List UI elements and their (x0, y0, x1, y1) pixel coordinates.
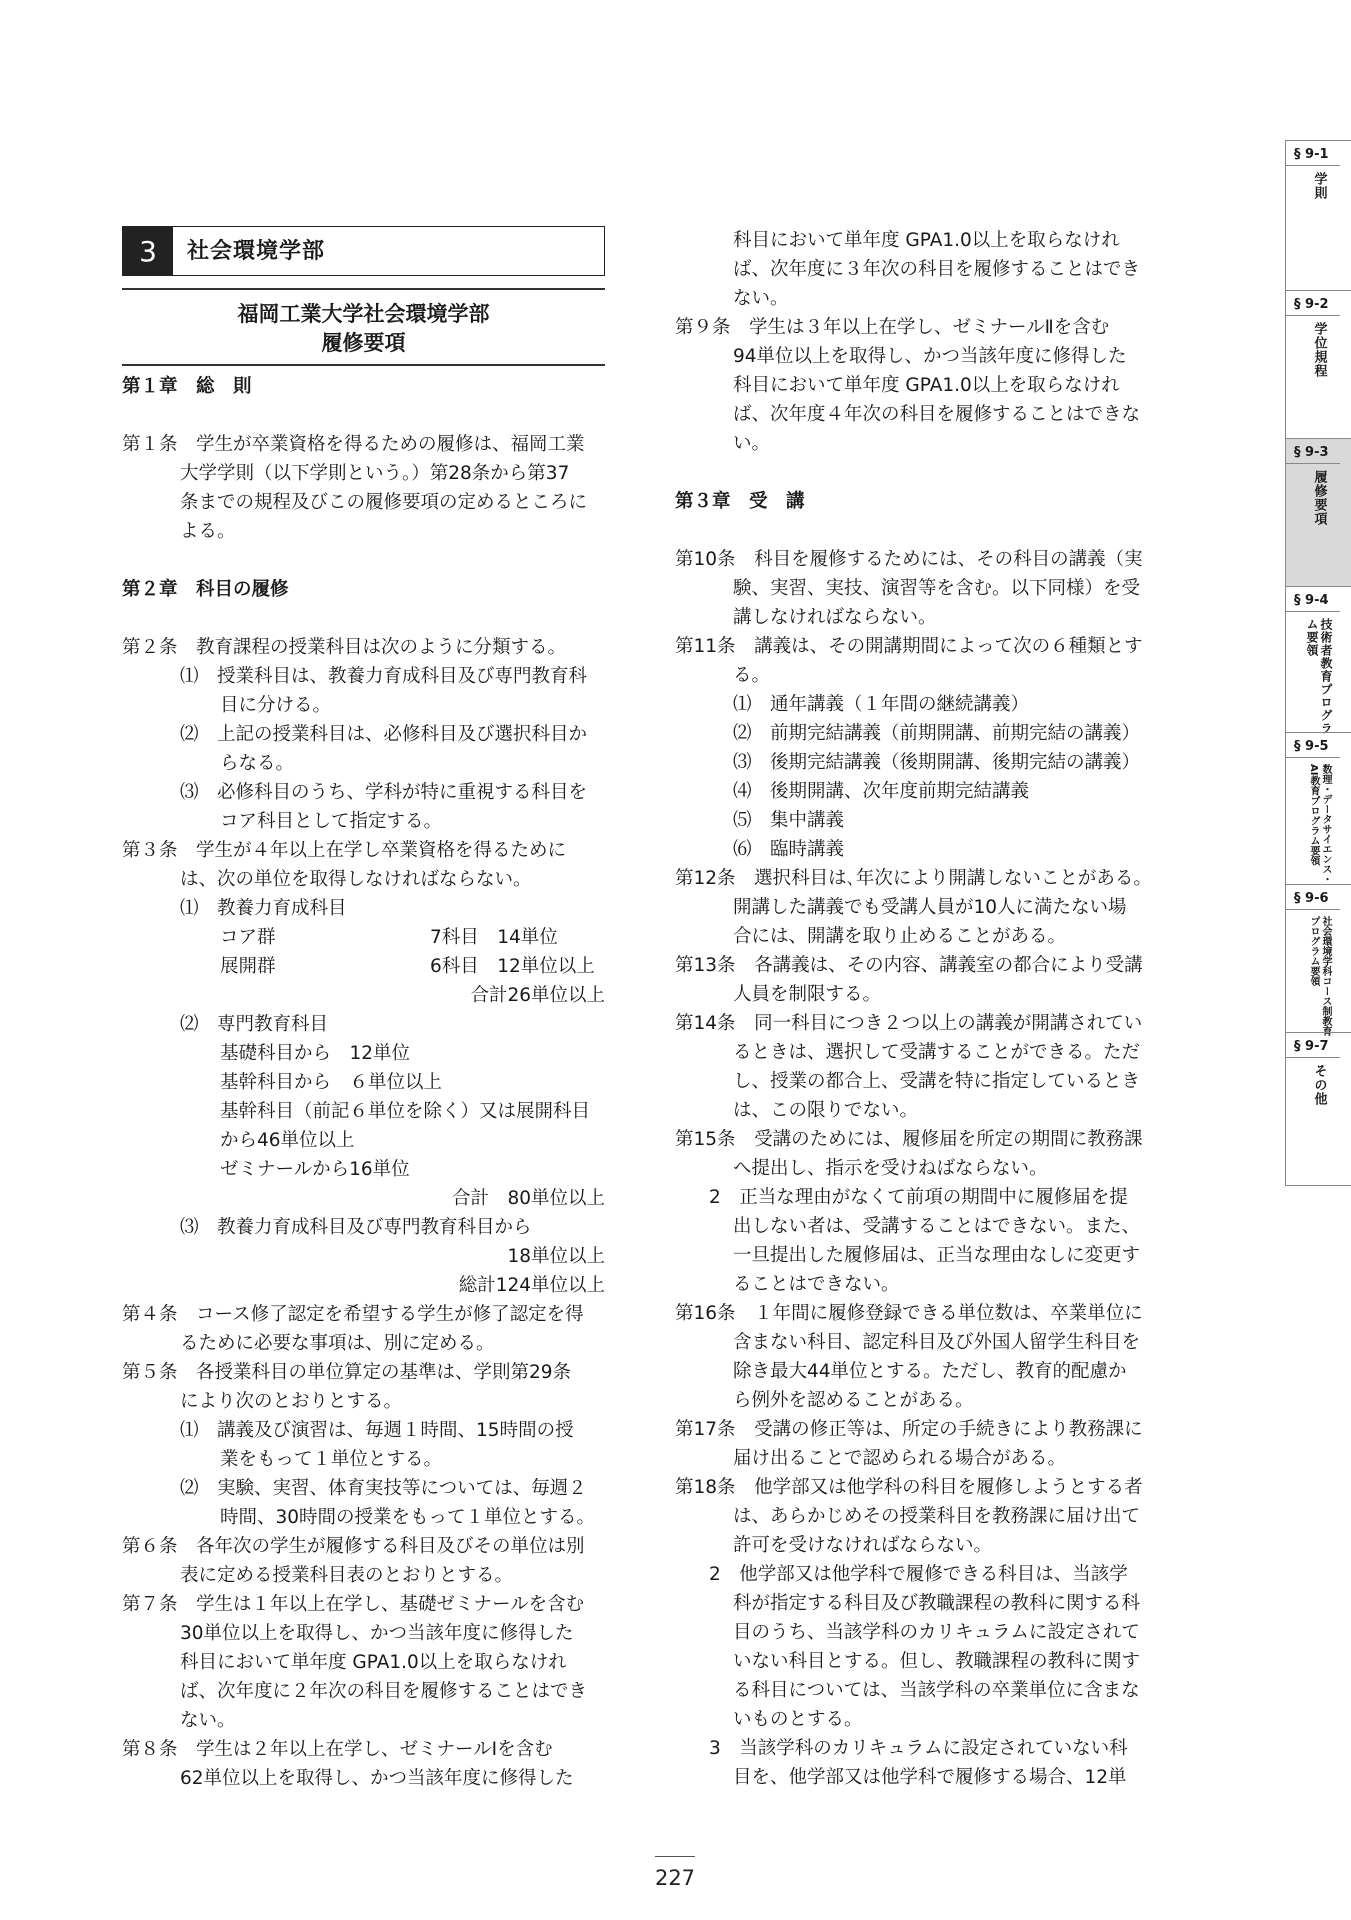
article-16-line: １年間に履修登録できる単位数は、卒業単位に (754, 1303, 1143, 1324)
tab-code: § 9-3 (1286, 445, 1340, 464)
article-18-para-2-line: いない科目とする。但し、教職課程の教科に関す (733, 1651, 1141, 1672)
article-15 (675, 1125, 1158, 1154)
article-16-label: 第16条 (675, 1303, 736, 1324)
article-15-line: 受講のためには、履修届を所定の期間に教務課 (754, 1129, 1143, 1150)
article-9-line: い。 (733, 433, 771, 454)
article-8-line: 学生は２年以上在学し、ゼミナールⅠを含む (196, 1739, 553, 1760)
tab-section-9-7[interactable] (1286, 1032, 1351, 1186)
article-11-label: 第11条 (675, 636, 736, 657)
article-9-line: ば、次年度４年次の科目を履修することはできな (733, 404, 1141, 425)
article-11-line: 講義は、その開講期間によって次の６種類とす (754, 636, 1143, 657)
credit-kikan-2: から46単位以上 (220, 1130, 355, 1151)
article-8-line: 62単位以上を取得し、かつ当該年度に修得した (180, 1768, 574, 1789)
article-10-line: 講しなければならない。 (733, 607, 937, 628)
article-1-line: 学生が卒業資格を得るための履修は、福岡工業 (196, 434, 585, 455)
article-6 (122, 1532, 605, 1561)
tab-label: 学則 (1311, 172, 1327, 200)
article-16-line: ら例外を認めることがある。 (733, 1390, 974, 1411)
article-18-label: 第18条 (675, 1477, 736, 1498)
article-11-item: ⑷ 後期開講、次年度前期完結講義 (733, 781, 1030, 802)
tab-code: § 9-5 (1286, 739, 1340, 758)
article-12-line: 開講した講義でも受講人員が10人に満たない場 (733, 897, 1127, 918)
article-4-line: るために必要な事項は、別に定める。 (180, 1333, 495, 1354)
article-11 (675, 632, 1158, 661)
article-14-label: 第14条 (675, 1013, 736, 1034)
article-16 (675, 1299, 1158, 1328)
credit-kikan-2: 基幹科目（前記６単位を除く）又は展開科目 (220, 1101, 591, 1122)
article-11-item: ⑹ 臨時講義 (733, 839, 845, 860)
tab-section-9-5[interactable] (1286, 732, 1351, 884)
article-1-line: よる。 (180, 521, 236, 542)
article-4-label: 第４条 (122, 1304, 178, 1325)
credit-total: 総計124単位以上 (458, 1275, 605, 1296)
article-9 (675, 313, 1158, 342)
article-2-label: 第２条 (122, 637, 178, 658)
article-15-para-2-line: 出しない者は、受講することはできない。また、 (733, 1216, 1141, 1237)
chapter-3-heading: 第３章 受 講 (675, 491, 805, 512)
credit-row-core: コア群 7科目 14単位 (220, 927, 558, 948)
article-12 (675, 864, 1158, 893)
page-number: 227 (654, 1866, 696, 1890)
article-3 (122, 836, 605, 865)
article-10-label: 第10条 (675, 549, 736, 570)
article-9-line: 94単位以上を取得し、かつ当該年度に修得した (733, 346, 1127, 367)
article-1-line: 条までの規程及びこの履修要項の定めるところに (180, 492, 588, 513)
tab-code: § 9-4 (1286, 593, 1340, 612)
section-heading (122, 226, 605, 276)
article-18-para-3-line: 目を、他学部又は他学科で履修する場合、12単 (733, 1767, 1127, 1788)
article-2-item-2-cont: らなる。 (220, 753, 295, 774)
article-13-line: 人員を制限する。 (733, 984, 882, 1005)
article-5-label: 第５条 (122, 1362, 178, 1383)
article-1-label: 第１条 (122, 434, 178, 455)
right-column (675, 226, 1158, 1792)
tab-section-9-3[interactable] (1286, 438, 1351, 586)
article-3-item-2: ⑵ 専門教育科目 (180, 1014, 329, 1035)
article-2-item-2: ⑵ 上記の授業科目は、必修科目及び選択科目か (180, 724, 588, 745)
article-5-line: 各授業科目の単位算定の基準は、学則第29条 (196, 1362, 572, 1383)
document-title (122, 288, 605, 366)
article-6-label: 第６条 (122, 1536, 178, 1557)
article-7-line: 科目において単年度 GPA1.0以上を取らなけれ (180, 1652, 567, 1673)
article-8-cont: ば、次年度に３年次の科目を履修することはでき (733, 259, 1141, 280)
tab-section-9-2[interactable] (1286, 290, 1351, 438)
article-18-para-2-line: る科目については、当該学科の卒業単位に含まな (733, 1680, 1140, 1701)
article-1-line: 大学学則（以下学則という。）第28条から第37 (180, 463, 570, 484)
credit-kiso: 基礎科目から 12単位 (220, 1043, 411, 1064)
article-12-line: 選択科目は､年次により開講しないことがある。 (754, 868, 1152, 889)
tab-label: 数理・データサイエンス・AI教育プログラム要領 (1308, 764, 1331, 884)
article-18-para-2-line: 科が指定する科目及び教職課程の教科に関する科 (733, 1593, 1141, 1614)
tab-label: 技術者教育プログラム要領 (1305, 618, 1333, 735)
tab-label: 学位規程 (1311, 322, 1327, 378)
article-14-line: し、授業の都合上、受講を特に指定しているとき (733, 1071, 1141, 1092)
article-15-para-2-line: 一旦提出した履修届は、正当な理由なしに変更す (733, 1245, 1141, 1266)
chapter-1-heading: 第１章 総 則 (122, 376, 252, 397)
article-17-line: 受講の修正等は、所定の手続きにより教務課に (754, 1419, 1143, 1440)
article-1 (122, 430, 605, 459)
article-8-label: 第８条 (122, 1739, 178, 1760)
article-18 (675, 1473, 1158, 1502)
article-11-line: る。 (733, 665, 771, 686)
article-15-para-2: 2 正当な理由がなくて前項の期間中に履修届を提 (709, 1187, 1128, 1208)
page-number-rule (655, 1856, 695, 1857)
article-7-line: ない。 (180, 1710, 236, 1731)
article-14-line: は、この限りでない。 (733, 1100, 919, 1121)
tab-label: 社会環境学科コース制教育プログラム要領 (1308, 916, 1331, 1036)
article-2-item-1: ⑴ 授業科目は、教養力育成科目及び専門教育科 (180, 666, 588, 687)
article-8 (122, 1735, 605, 1764)
chapter-2-heading: 第２章 科目の履修 (122, 579, 289, 600)
article-2-item-1-cont: 目に分ける。 (220, 695, 332, 716)
left-column (122, 226, 605, 1793)
tab-code: § 9-1 (1286, 147, 1340, 166)
credit-sum-1: 合計26単位以上 (470, 985, 605, 1006)
article-12-line: 合には、開講を取り止めることがある。 (733, 926, 1067, 947)
article-14 (675, 1009, 1158, 1038)
article-18-line: 許可を受けなければならない。 (733, 1535, 993, 1556)
credit-sum-3: 18単位以上 (507, 1246, 605, 1267)
article-5-item-2: ⑵ 実験、実習、体育実技等については、毎週２ (180, 1478, 587, 1499)
article-5-item-1: ⑴ 講義及び演習は、毎週１時間、15時間の授 (180, 1420, 574, 1441)
article-9-label: 第９条 (675, 317, 731, 338)
article-8-cont: ない。 (733, 288, 789, 309)
credit-sum-2: 合計 80単位以上 (451, 1188, 605, 1209)
article-18-para-3: 3 当該学科のカリキュラムに設定されていない科 (709, 1738, 1128, 1759)
article-7-line: 30単位以上を取得し、かつ当該年度に修得した (180, 1623, 574, 1644)
tab-label: 履修要項 (1311, 470, 1327, 526)
article-10 (675, 545, 1158, 574)
article-5-item-2-cont: 時間、30時間の授業をもって１単位とする。 (220, 1507, 596, 1528)
tab-code: § 9-6 (1286, 891, 1340, 910)
article-3-item-3: ⑶ 教養力育成科目及び専門教育科目から (180, 1217, 532, 1238)
article-18-para-2-line: 目のうち、当該学科のカリキュラムに設定されて (733, 1622, 1140, 1643)
article-17 (675, 1415, 1158, 1444)
article-13-label: 第13条 (675, 955, 736, 976)
article-18-line: は、あらかじめその授業科目を教務課に届け出て (733, 1506, 1141, 1527)
article-17-label: 第17条 (675, 1419, 736, 1440)
tab-section-9-1[interactable] (1286, 140, 1351, 290)
section-number: 3 (123, 227, 173, 275)
article-18-para-2: 2 他学部又は他学科で履修できる科目は、当該学 (709, 1564, 1128, 1585)
article-7-line: ば、次年度に２年次の科目を履修することはでき (180, 1681, 588, 1702)
article-3-line: 学生が４年以上在学し卒業資格を得るために (196, 840, 567, 861)
article-3-item-1: ⑴ 教養力育成科目 (180, 898, 347, 919)
tab-code: § 9-7 (1286, 1039, 1340, 1058)
article-7 (122, 1590, 605, 1619)
article-5 (122, 1358, 605, 1387)
article-3-line: は、次の単位を取得しなければならない。 (180, 869, 532, 890)
article-2 (122, 633, 605, 662)
article-10-line: 科目を履修するためには、その科目の講義（実 (754, 549, 1143, 570)
article-13-line: 各講義は、その内容、講義室の都合により受講 (754, 955, 1143, 976)
article-11-item: ⑵ 前期完結講義（前期開講、前期完結の講義） (733, 723, 1141, 744)
document-title-line2: 履修要項 (321, 331, 406, 355)
article-17-line: 届け出ることで認められる場合がある。 (733, 1448, 1067, 1469)
tab-code: § 9-2 (1286, 297, 1340, 316)
article-15-label: 第15条 (675, 1129, 736, 1150)
article-18-line: 他学部又は他学科の科目を履修しようとする者 (754, 1477, 1143, 1498)
article-14-line: 同一科目につき２つ以上の講義が開講されてい (754, 1013, 1143, 1034)
article-5-line: により次のとおりとする。 (180, 1391, 403, 1412)
section-tab-sidebar (1285, 140, 1351, 1186)
document-title-line1: 福岡工業大学社会環境学部 (237, 302, 490, 326)
article-9-line: 学生は３年以上在学し、ゼミナールⅡを含む (749, 317, 1110, 338)
article-6-line: 表に定める授業科目表のとおりとする。 (180, 1565, 514, 1586)
article-12-label: 第12条 (675, 868, 736, 889)
article-16-line: 除き最大44単位とする。ただし、教育的配慮か (733, 1361, 1127, 1382)
tab-section-9-4[interactable] (1286, 586, 1351, 735)
credit-seminar: ゼミナールから16単位 (220, 1159, 410, 1180)
section-title: 社会環境学部 (187, 238, 326, 264)
credit-kikan: 基幹科目から ６単位以上 (220, 1072, 443, 1093)
article-4 (122, 1300, 605, 1329)
article-11-item: ⑴ 通年講義（１年間の継続講義） (733, 694, 1030, 715)
article-14-line: るときは、選択して受講することができる。ただ (733, 1042, 1141, 1063)
article-5-item-1-cont: 業をもって１単位とする。 (220, 1449, 443, 1470)
article-13 (675, 951, 1158, 980)
article-9-line: 科目において単年度 GPA1.0以上を取らなけれ (733, 375, 1120, 396)
credit-row-tenkai: 展開群 6科目 12単位以上 (220, 956, 595, 977)
article-2-text: 教育課程の授業科目は次のように分類する。 (196, 637, 567, 658)
article-11-item: ⑶ 後期完結講義（後期開講、後期完結の講義） (733, 752, 1141, 773)
article-6-line: 各年次の学生が履修する科目及びその単位は別 (196, 1536, 585, 1557)
article-3-label: 第３条 (122, 840, 178, 861)
article-7-label: 第７条 (122, 1594, 178, 1615)
article-15-para-2-line: ることはできない。 (733, 1274, 900, 1295)
article-8-cont: 科目において単年度 GPA1.0以上を取らなけれ (733, 230, 1120, 251)
article-2-item-3: ⑶ 必修科目のうち、学科が特に重視する科目を (180, 782, 588, 803)
article-16-line: 含まない科目、認定科目及び外国人留学生科目を (733, 1332, 1141, 1353)
article-11-item: ⑸ 集中講義 (733, 810, 845, 831)
article-10-line: 験、実習、実技、演習等を含む。以下同様）を受 (733, 578, 1141, 599)
article-2-item-3-cont: コア科目として指定する。 (220, 811, 443, 832)
article-4-line: コース修了認定を希望する学生が修了認定を得 (196, 1304, 584, 1325)
tab-label: その他 (1311, 1064, 1327, 1106)
article-7-line: 学生は１年以上在学し、基礎ゼミナールを含む (196, 1594, 585, 1615)
article-15-line: へ提出し、指示を受けねばならない。 (733, 1158, 1048, 1179)
article-18-para-2-line: いものとする。 (733, 1709, 863, 1730)
tab-section-9-6[interactable] (1286, 884, 1351, 1036)
